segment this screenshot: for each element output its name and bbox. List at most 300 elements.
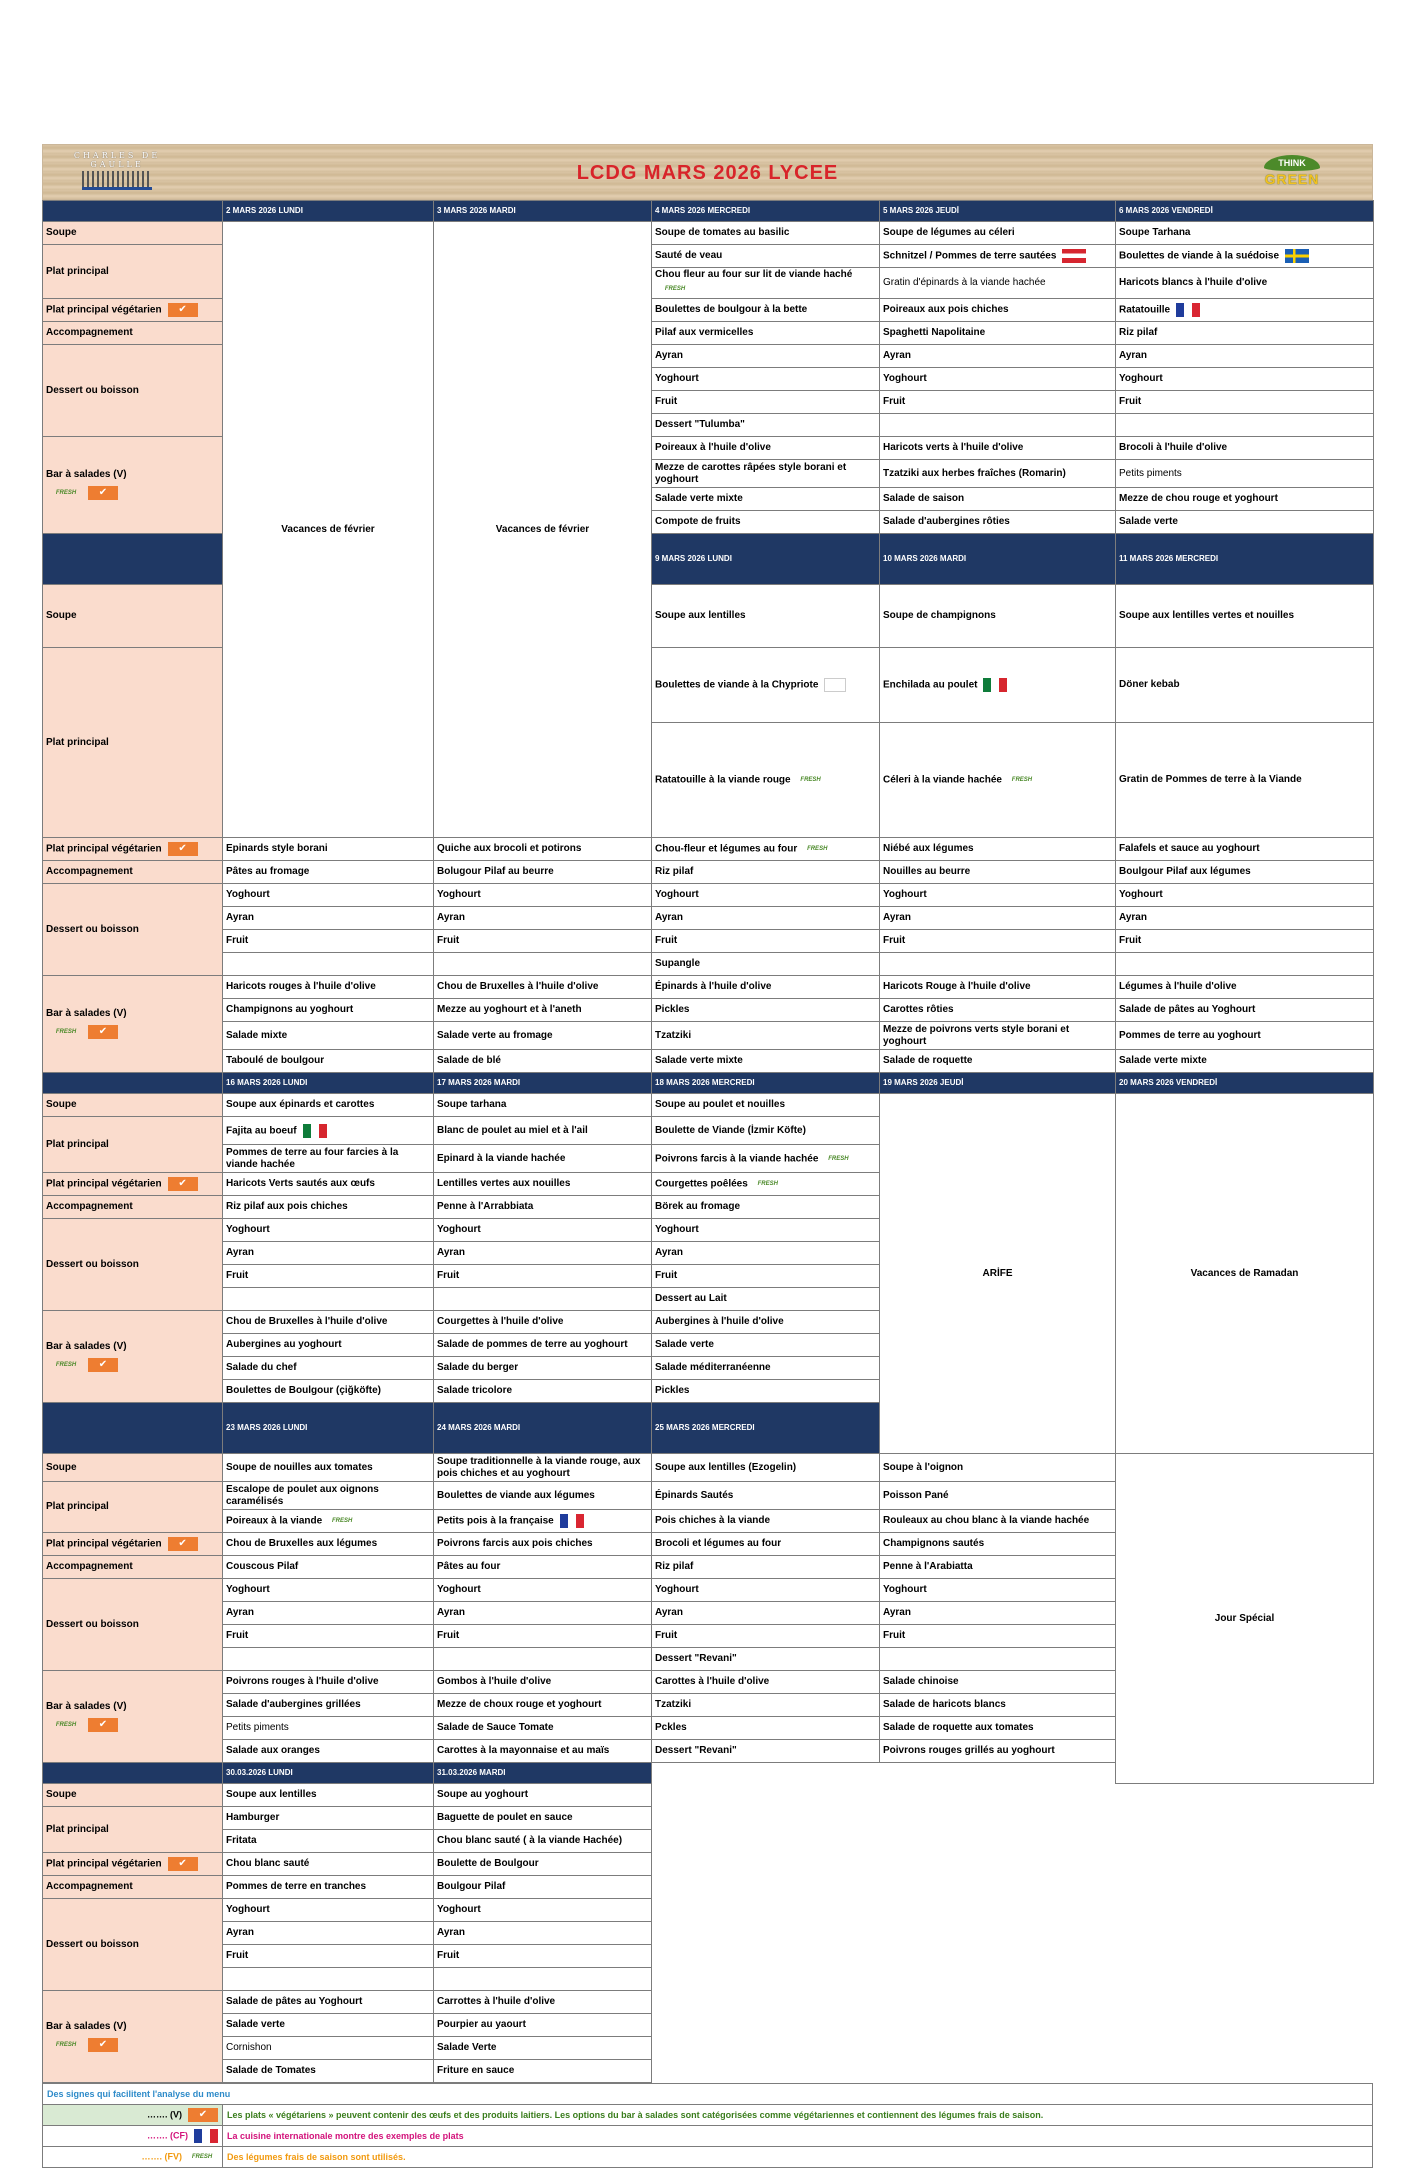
- menu-cell: Salade tricolore: [434, 1380, 652, 1403]
- menu-row: [43, 953, 1374, 976]
- menu-cell: Boulgour Pilaf aux légumes: [1116, 861, 1374, 884]
- menu-cell: Fruit: [434, 1265, 652, 1288]
- menu-cell: [652, 648, 880, 723]
- menu-cell: Salade du chef: [223, 1357, 434, 1380]
- menu-cell: Champignons au yoghourt: [223, 999, 434, 1022]
- menu-cell: [880, 648, 1116, 723]
- menu-cell: Salade d'aubergines grillées: [223, 1694, 434, 1717]
- menu-cell: Penne à l'Arabiatta: [880, 1556, 1116, 1579]
- menu-cell: Carottes à l'huile d'olive: [652, 1671, 880, 1694]
- france-flag-icon: [1176, 303, 1200, 317]
- menu-cell: Brocoli à l'huile d'olive: [1116, 437, 1374, 460]
- menu-cell: Yoghourt: [652, 368, 880, 391]
- row-label: Dessert ou boisson: [43, 345, 223, 437]
- menu-cell: Boulette de Boulgour: [434, 1853, 652, 1876]
- menu-cell: Salade de blé: [434, 1050, 652, 1073]
- menu-cell: Ayran: [880, 907, 1116, 930]
- menu-cell: Carottes à la mayonnaise et au maïs: [434, 1740, 652, 1763]
- row-label: Plat principal: [43, 1807, 223, 1853]
- school-logo: CHARLES DE GAULLE: [51, 151, 183, 191]
- menu-cell: Fruit: [880, 1625, 1116, 1648]
- menu-cell: Fruit: [652, 391, 880, 414]
- menu-row: [43, 907, 1374, 930]
- menu-cell: Chou de Bruxelles à l'huile d'olive: [434, 976, 652, 999]
- menu-cell: Fritata: [223, 1830, 434, 1853]
- cyprus-flag-icon: [824, 678, 846, 692]
- menu-cell: Salade de Sauce Tomate: [434, 1717, 652, 1740]
- menu-cell: Aubergines à l'huile d'olive: [652, 1311, 880, 1334]
- menu-cell: [880, 414, 1116, 437]
- row-label: Accompagnement: [43, 322, 223, 345]
- veg-icon: ✔: [88, 486, 118, 500]
- menu-cell: Petits piments: [223, 1717, 434, 1740]
- menu-cell: [434, 953, 652, 976]
- menu-cell: 5 MARS 2026 JEUDİ: [880, 201, 1116, 222]
- row-label: [43, 1311, 223, 1403]
- menu-cell: 6 MARS 2026 VENDREDİ: [1116, 201, 1374, 222]
- menu-row: [43, 999, 1374, 1022]
- menu-cell: Salade méditerranéenne: [652, 1357, 880, 1380]
- text: Poireaux à la viande: [226, 1515, 323, 1527]
- menu-cell: Ayran: [223, 1602, 434, 1625]
- fresh-icon: FRESH: [55, 1361, 77, 1368]
- menu-cell: Soupe au yoghourt: [434, 1784, 652, 1807]
- mexico-flag-icon: [983, 678, 1007, 692]
- menu-cell: Champignons sautés: [880, 1533, 1116, 1556]
- menu-cell: Yoghourt: [434, 1219, 652, 1242]
- menu-cell: Dessert "Revani": [652, 1740, 880, 1763]
- menu-cell: Quiche aux brocoli et potirons: [434, 838, 652, 861]
- menu-cell: Soupe aux lentilles vertes et nouilles: [1116, 585, 1374, 648]
- menu-cell: Poireaux à l'huile d'olive: [652, 437, 880, 460]
- menu-cell: Soupe aux lentilles: [223, 1784, 434, 1807]
- menu-cell: Soupe de tomates au basilic: [652, 222, 880, 245]
- menu-cell: Escalope de poulet aux oignons caramélisés: [223, 1482, 434, 1510]
- menu-cell: [434, 1510, 652, 1533]
- text: Bar à salades (V): [46, 469, 127, 480]
- veg-icon: ✔: [88, 1718, 118, 1732]
- menu-cell: Pommes de terre au four farcies à la viande hachée: [223, 1145, 434, 1173]
- text: Schnitzel / Pommes de terre sautées: [883, 250, 1057, 262]
- menu-cell: Haricots rouges à l'huile d'olive: [223, 976, 434, 999]
- menu-cell: Pâtes au four: [434, 1556, 652, 1579]
- menu-cell: 23 MARS 2026 LUNDI: [223, 1403, 434, 1454]
- fresh-icon: FRESH: [828, 1155, 849, 1162]
- menu-cell: Soupe aux épinards et carottes: [223, 1094, 434, 1117]
- menu-cell: Boulettes de viande aux légumes: [434, 1482, 652, 1510]
- row-label: Soupe: [43, 585, 223, 648]
- menu-cell: Ayran: [880, 1602, 1116, 1625]
- menu-row: [43, 222, 1374, 245]
- menu-row: [43, 861, 1374, 884]
- menu-cell: Ayran: [1116, 907, 1374, 930]
- legend-row: [43, 2147, 1373, 2168]
- menu-row: [43, 884, 1374, 907]
- menu-cell: Pourpier au yaourt: [434, 2014, 652, 2037]
- menu-cell: Epinards style borani: [223, 838, 434, 861]
- text: Chou fleur au four sur lit de viande haché: [655, 269, 853, 280]
- menu-cell: Yoghourt: [880, 884, 1116, 907]
- think-green-logo: THINK GREEN: [1252, 153, 1332, 191]
- menu-cell: 18 MARS 2026 MERCREDI: [652, 1073, 880, 1094]
- menu-cell: Brocoli et légumes au four: [652, 1533, 880, 1556]
- week-header: [43, 201, 1374, 222]
- menu-cell: 30.03.2026 LUNDI: [223, 1763, 434, 1784]
- menu-cell: Yoghourt: [434, 1899, 652, 1922]
- menu-cell: Cornishon: [223, 2037, 434, 2060]
- menu-cell: Boulette de Viande (İzmir Köfte): [652, 1117, 880, 1145]
- menu-cell: [223, 1117, 434, 1145]
- text: [46, 485, 219, 501]
- fresh-icon: FRESH: [1011, 777, 1033, 783]
- menu-cell: Soupe au poulet et nouilles: [652, 1094, 880, 1117]
- menu-cell: Fruit: [223, 1945, 434, 1968]
- menu-cell: Chou de Bruxelles aux légumes: [223, 1533, 434, 1556]
- menu-cell: Salade verte au fromage: [434, 1022, 652, 1050]
- menu-cell: [434, 1968, 652, 1991]
- text: [46, 1717, 219, 1733]
- row-label: Soupe: [43, 1784, 223, 1807]
- menu-cell: 11 MARS 2026 MERCREDI: [1116, 534, 1374, 585]
- veg-icon: ✔: [168, 842, 198, 856]
- menu-cell: Salade de roquette: [880, 1050, 1116, 1073]
- row-label: [43, 838, 223, 861]
- menu-cell: Yoghourt: [652, 1579, 880, 1602]
- menu-cell: Fruit: [652, 1265, 880, 1288]
- menu-cell: Carottes rôties: [880, 999, 1116, 1022]
- menu-cell: Niébé aux légumes: [880, 838, 1116, 861]
- menu-cell: [1116, 299, 1374, 322]
- menu-cell: Fruit: [223, 1625, 434, 1648]
- menu-cell: Lentilles vertes aux nouilles: [434, 1173, 652, 1196]
- row-label: Soupe: [43, 1094, 223, 1117]
- menu-cell: 16 MARS 2026 LUNDI: [223, 1073, 434, 1094]
- row-label: [43, 437, 223, 534]
- text: Petits pois à la française: [437, 1515, 554, 1527]
- text: Plat principal végétarien: [46, 1178, 162, 1190]
- menu-cell: Mezze de poivrons verts style borani et yoghourt: [880, 1022, 1116, 1050]
- menu-cell: [43, 201, 223, 222]
- text: Poivrons farcis à la viande hachée: [655, 1153, 819, 1165]
- menu-cell: Fruit: [1116, 391, 1374, 414]
- menu-cell: Riz pilaf: [652, 861, 880, 884]
- menu-cell: Salade mixte: [223, 1022, 434, 1050]
- menu-cell: Yoghourt: [652, 1219, 880, 1242]
- menu-cell: Ayran: [652, 1242, 880, 1265]
- leaf-icon: THINK: [1264, 155, 1320, 171]
- france-flag-icon: [194, 2129, 218, 2143]
- text: Fajita au boeuf: [226, 1125, 297, 1137]
- menu-cell: [223, 1968, 434, 1991]
- menu-cell: Salade de pâtes au Yoghourt: [1116, 999, 1374, 1022]
- row-label: Accompagnement: [43, 1876, 223, 1899]
- menu-cell: Salade verte mixte: [1116, 1050, 1374, 1073]
- text: Bar à salades (V): [46, 1340, 127, 1352]
- menu-cell: Tzatziki aux herbes fraîches (Romarin): [880, 460, 1116, 488]
- legend-cell: Les plats « végétariens » peuvent contenir des œufs et des produits laitiers. Les options du bar à salades sont catégorisées comme végétariennes et contiennent des légumes frais de saison.: [223, 2105, 1373, 2126]
- legend-table: [42, 2083, 1373, 2168]
- fresh-icon: FRESH: [55, 1721, 77, 1728]
- menu-cell: 2 MARS 2026 LUNDI: [223, 201, 434, 222]
- menu-cell: Soupe de nouilles aux tomates: [223, 1454, 434, 1482]
- veg-icon: ✔: [88, 2038, 118, 2052]
- menu-cell: Fruit: [652, 930, 880, 953]
- menu-cell: Haricots blancs à l'huile d'olive: [1116, 268, 1374, 299]
- row-label: Accompagnement: [43, 861, 223, 884]
- menu-cell: 4 MARS 2026 MERCREDI: [652, 201, 880, 222]
- menu-cell: Fruit: [434, 1625, 652, 1648]
- menu-cell: Supangle: [652, 953, 880, 976]
- menu-cell: Rouleaux au chou blanc à la viande hachée: [880, 1510, 1116, 1533]
- menu-cell: Yoghourt: [652, 884, 880, 907]
- menu-cell: [880, 245, 1116, 268]
- text: Plat principal végétarien: [46, 843, 162, 855]
- menu-cell: Dessert "Revani": [652, 1648, 880, 1671]
- menu-cell: Fruit: [434, 930, 652, 953]
- menu-cell: [223, 953, 434, 976]
- menu-cell: Pâtes au fromage: [223, 861, 434, 884]
- fresh-icon: FRESH: [55, 2041, 77, 2048]
- menu-cell: Yoghourt: [880, 1579, 1116, 1602]
- menu-cell: [1116, 414, 1374, 437]
- menu-cell: Ayran: [434, 1922, 652, 1945]
- menu-cell: Salade de Tomates: [223, 2060, 434, 2083]
- menu-cell: Soupe traditionnelle à la viande rouge, aux pois chiches et au yoghourt: [434, 1454, 652, 1482]
- menu-cell: 9 MARS 2026 LUNDI: [652, 534, 880, 585]
- menu-cell: Dessert "Tulumba": [652, 414, 880, 437]
- menu-sheet: [42, 144, 1373, 2168]
- legend-cell: [43, 2126, 223, 2147]
- fresh-icon: FRESH: [55, 1029, 77, 1035]
- menu-cell: [880, 723, 1116, 838]
- menu-cell: Chou blanc sauté: [223, 1853, 434, 1876]
- menu-cell: Salade verte: [652, 1334, 880, 1357]
- menu-cell: Pommes de terre au yoghourt: [1116, 1022, 1374, 1050]
- menu-cell: Ayran: [1116, 345, 1374, 368]
- menu-row: [43, 1454, 1374, 1482]
- menu-cell: Ayran: [223, 1242, 434, 1265]
- row-label: [43, 1533, 223, 1556]
- veg-icon: ✔: [88, 1358, 118, 1372]
- menu-cell: [434, 1288, 652, 1311]
- menu-cell: [223, 1648, 434, 1671]
- menu-cell: Carrottes à l'huile d'olive: [434, 1991, 652, 2014]
- menu-cell: Riz pilaf aux pois chiches: [223, 1196, 434, 1219]
- menu-cell: Yoghourt: [223, 884, 434, 907]
- menu-cell: Nouilles au beurre: [880, 861, 1116, 884]
- fresh-icon: FRESH: [807, 846, 828, 852]
- menu-cell: Salade aux oranges: [223, 1740, 434, 1763]
- menu-cell: Börek au fromage: [652, 1196, 880, 1219]
- menu-cell: Gratin d'épinards à la viande hachée: [880, 268, 1116, 299]
- menu-cell: Salade verte: [1116, 511, 1374, 534]
- menu-cell: Pois chiches à la viande: [652, 1510, 880, 1533]
- text: [46, 2037, 219, 2053]
- row-label: Plat principal: [43, 648, 223, 838]
- menu-cell: Salade verte mixte: [652, 1050, 880, 1073]
- menu-cell: Riz pilaf: [1116, 322, 1374, 345]
- veg-icon: ✔: [168, 1537, 198, 1551]
- menu-cell: [43, 1403, 223, 1454]
- menu-cell: Légumes à l'huile d'olive: [1116, 976, 1374, 999]
- menu-cell: [43, 534, 223, 585]
- menu-row: [43, 1050, 1374, 1073]
- menu-cell: Ayran: [223, 907, 434, 930]
- menu-cell: [223, 1288, 434, 1311]
- closed-cell: Jour Spécial: [1116, 1454, 1374, 1784]
- menu-cell: Gratin de Pommes de terre à la Viande: [1116, 723, 1374, 838]
- menu-cell: 10 MARS 2026 MARDI: [880, 534, 1116, 585]
- menu-cell: Salade de haricots blancs: [880, 1694, 1116, 1717]
- menu-cell: 20 MARS 2026 VENDREDİ: [1116, 1073, 1374, 1094]
- austria-flag-icon: [1062, 249, 1086, 263]
- menu-cell: Soupe aux lentilles (Ezogelin): [652, 1454, 880, 1482]
- menu-cell: Ayran: [223, 1922, 434, 1945]
- menu-cell: Haricots Verts sautés aux œufs: [223, 1173, 434, 1196]
- menu-cell: Fruit: [223, 1265, 434, 1288]
- menu-cell: Taboulé de boulgour: [223, 1050, 434, 1073]
- fresh-icon: FRESH: [757, 1181, 778, 1187]
- week-header: [43, 1763, 1374, 1784]
- page-title: LCDG MARS 2026 LYCEE: [576, 162, 839, 184]
- menu-cell: Salade de pâtes au Yoghourt: [223, 1991, 434, 2014]
- text: Boulettes de viande à la suédoise: [1119, 250, 1280, 262]
- menu-cell: Poisson Pané: [880, 1482, 1116, 1510]
- menu-cell: [652, 1145, 880, 1173]
- menu-cell: Boulettes de boulgour à la bette: [652, 299, 880, 322]
- menu-cell: Tzatziki: [652, 1022, 880, 1050]
- row-label: Dessert ou boisson: [43, 1579, 223, 1671]
- menu-cell: Épinards à l'huile d'olive: [652, 976, 880, 999]
- menu-cell: Hamburger: [223, 1807, 434, 1830]
- legend-cell: Des légumes frais de saison sont utilisés.: [223, 2147, 1373, 2168]
- menu-cell: [652, 1763, 1374, 2083]
- menu-cell: Poivrons rouges grillés au yoghourt: [880, 1740, 1116, 1763]
- closed-cell: Vacances de Ramadan: [1116, 1094, 1374, 1454]
- menu-cell: Compote de fruits: [652, 511, 880, 534]
- closed-cell: Vacances de février: [223, 222, 434, 838]
- menu-cell: Mezze au yoghourt et à l'aneth: [434, 999, 652, 1022]
- menu-cell: 3 MARS 2026 MARDI: [434, 201, 652, 222]
- menu-cell: Salade Verte: [434, 2037, 652, 2060]
- menu-cell: Salade de saison: [880, 488, 1116, 511]
- menu-cell: Yoghourt: [223, 1899, 434, 1922]
- menu-cell: [652, 1173, 880, 1196]
- row-label-soup: Soupe: [43, 222, 223, 245]
- legend-row: [43, 2084, 1373, 2105]
- week-header: [43, 1073, 1374, 1094]
- menu-cell: Salade chinoise: [880, 1671, 1116, 1694]
- menu-cell: Riz pilaf: [652, 1556, 880, 1579]
- text: ……. (FV): [141, 2151, 182, 2162]
- row-label: Dessert ou boisson: [43, 1219, 223, 1311]
- text: [46, 1024, 219, 1040]
- text: Plat principal végétarien: [46, 304, 162, 316]
- menu-cell: Pckles: [652, 1717, 880, 1740]
- menu-cell: Fruit: [652, 1625, 880, 1648]
- menu-cell: Fruit: [880, 391, 1116, 414]
- veg-icon: ✔: [188, 2108, 218, 2122]
- menu-cell: Tzatziki: [652, 1694, 880, 1717]
- row-label: Soupe: [43, 1454, 223, 1482]
- menu-cell: Salade verte: [223, 2014, 434, 2037]
- menu-cell: Yoghourt: [223, 1219, 434, 1242]
- row-label: [43, 1853, 223, 1876]
- menu-cell: Baguette de poulet en sauce: [434, 1807, 652, 1830]
- menu-cell: [652, 268, 880, 299]
- menu-row: [43, 930, 1374, 953]
- menu-cell: Falafels et sauce au yoghourt: [1116, 838, 1374, 861]
- menu-row: [43, 838, 1374, 861]
- text: Ratatouille: [1119, 304, 1171, 316]
- menu-cell: Yoghourt: [434, 1579, 652, 1602]
- row-label: Dessert ou boisson: [43, 1899, 223, 1991]
- menu-cell: Haricots Rouge à l'huile d'olive: [880, 976, 1116, 999]
- legend-cell: [43, 2147, 223, 2168]
- menu-cell: Ayran: [652, 907, 880, 930]
- menu-cell: Gombos à l'huile d'olive: [434, 1671, 652, 1694]
- row-label: [43, 299, 223, 322]
- menu-cell: Chou de Bruxelles à l'huile d'olive: [223, 1311, 434, 1334]
- text: Bar à salades (V): [46, 2020, 127, 2032]
- menu-cell: Soupe Tarhana: [1116, 222, 1374, 245]
- menu-cell: Spaghetti Napolitaine: [880, 322, 1116, 345]
- menu-cell: Salade de pommes de terre au yoghourt: [434, 1334, 652, 1357]
- menu-cell: [1116, 953, 1374, 976]
- menu-cell: Ayran: [652, 345, 880, 368]
- legend-cell: [43, 2105, 223, 2126]
- menu-cell: Fruit: [1116, 930, 1374, 953]
- menu-cell: Aubergines au yoghourt: [223, 1334, 434, 1357]
- menu-cell: Boulgour Pilaf: [434, 1876, 652, 1899]
- menu-cell: [223, 1510, 434, 1533]
- row-label: Accompagnement: [43, 1556, 223, 1579]
- menu-cell: Friture en sauce: [434, 2060, 652, 2083]
- menu-cell: [880, 953, 1116, 976]
- row-label: [43, 1991, 223, 2083]
- row-label: [43, 1671, 223, 1763]
- menu-cell: Courgettes à l'huile d'olive: [434, 1311, 652, 1334]
- menu-cell: Épinards Sautés: [652, 1482, 880, 1510]
- menu-cell: Poivrons farcis aux pois chiches: [434, 1533, 652, 1556]
- menu-cell: 19 MARS 2026 JEUDİ: [880, 1073, 1116, 1094]
- menu-cell: Pilaf aux vermicelles: [652, 322, 880, 345]
- menu-cell: Döner kebab: [1116, 648, 1374, 723]
- menu-cell: Soupe de légumes au céleri: [880, 222, 1116, 245]
- menu-cell: Poireaux aux pois chiches: [880, 299, 1116, 322]
- mexico-flag-icon: [303, 1124, 327, 1138]
- menu-cell: 17 MARS 2026 MARDI: [434, 1073, 652, 1094]
- text: Plat principal végétarien: [46, 1538, 162, 1550]
- menu-cell: Fruit: [880, 930, 1116, 953]
- sweden-flag-icon: [1285, 249, 1309, 263]
- menu-cell: Blanc de poulet au miel et à l'ail: [434, 1117, 652, 1145]
- text: Courgettes poêlées: [655, 1178, 748, 1190]
- menu-cell: Fruit: [223, 930, 434, 953]
- legend-row: [43, 2105, 1373, 2126]
- veg-icon: ✔: [88, 1025, 118, 1039]
- text: Boulettes de viande à la Chypriote: [655, 679, 819, 691]
- closed-cell: ARİFE: [880, 1094, 1116, 1454]
- menu-cell: Penne à l'Arrabbiata: [434, 1196, 652, 1219]
- menu-cell: Yoghourt: [1116, 884, 1374, 907]
- menu-cell: [434, 1648, 652, 1671]
- menu-cell: Ayran: [434, 1602, 652, 1625]
- menu-cell: Soupe à l'oignon: [880, 1454, 1116, 1482]
- menu-cell: Yoghourt: [1116, 368, 1374, 391]
- menu-row: [43, 1094, 1374, 1117]
- menu-cell: Petits piments: [1116, 460, 1374, 488]
